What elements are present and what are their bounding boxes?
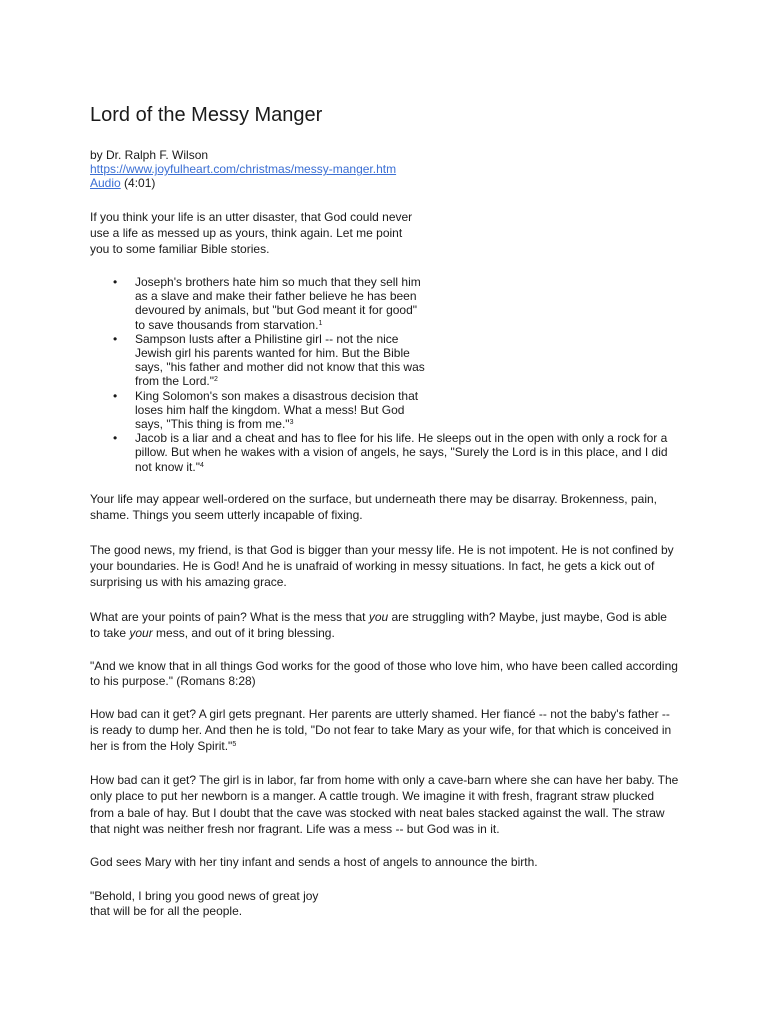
angels-paragraph: God sees Mary with her tiny infant and sends a host of angels to announce the birth. <box>90 855 538 869</box>
good-news-paragraph: The good news, my friend, is that God is bigger than your messy life. He is not impotent. He is not confined by your boundaries. He is God! And he is unafraid of working in messy situations. In fact, he gets a kick out of surprising us with his amazing grace. <box>90 543 674 589</box>
footnote-ref[interactable]: 5 <box>232 741 237 748</box>
labor-paragraph: How bad can it get? The girl is in labor, far from home with only a cave-barn where she can have her baby. The only place to put her newborn is a manger. A cattle trough. We imagine it with fresh, fragrant straw plucked from a bale of hay. But I doubt that the cave was stocked with neat bales stacked against the wall. The straw that night was neither fresh nor fragrant. Life was a mess -- but God was in it. <box>90 773 679 837</box>
surface-paragraph: Your life may appear well-ordered on the surface, but underneath there may be disarray. Brokenness, pain, shame. Things you seem utterly incapable of fixing. <box>90 492 657 522</box>
footnote-ref[interactable]: 4 <box>199 461 204 469</box>
footnote-ref[interactable]: 1 <box>318 319 323 327</box>
intro-paragraph: If you think your life is an utter disaster, that God could never use a life as messed up as yours, think again. Let me point you to some familiar Bible stories. <box>90 210 413 256</box>
behold-quote-line-1: "Behold, I bring you good news of great joy <box>90 889 319 903</box>
bible-stories-list <box>90 275 680 474</box>
audio-length: (4:01) <box>124 176 156 191</box>
list-item: • Jacob is a liar and a cheat and has to flee for his life. He sleeps out in the open with only a rock for a pillow. But when he wakes with a vision of angels, he says, "Surely the Lord is in this place, and I did not know it."$^4$ <box>90 431 670 474</box>
pregnant-paragraph: How bad can it get? A girl gets pregnant. Her parents are utterly shamed. Her fiancé -- not the baby's father -- is ready to dump her. And then he is told, "Do not fear to take Mary as your wife, for that which is conceived in her is from the Holy Spirit."$^5$ <box>90 707 672 753</box>
list-item: • King Solomon's son makes a disastrous decision that loses him half the kingdom. What a mess! But God says, "This thing is from me."$^3$ <box>90 389 435 432</box>
audio-link[interactable]: Audio <box>90 176 121 191</box>
article-url-link[interactable]: https://www.joyfulheart.com/christmas/messy-manger.htm <box>90 162 397 177</box>
behold-quote <box>90 889 680 918</box>
list-item: • Joseph's brothers hate him so much that they sell him as a slave and make their father believe he has been devoured by animals, but "but God meant it for good" to save thousands from starvation.$^1$ <box>90 275 425 332</box>
footnote-ref[interactable]: 3 <box>289 419 294 427</box>
byline-block <box>90 148 680 191</box>
audio-line <box>90 176 680 190</box>
author-line: by Dr. Ralph F. Wilson <box>90 148 209 162</box>
document-title: Lord of the Messy Manger <box>90 104 323 126</box>
romans-quote: "And we know that in all things God works for the good of those who love him, who have been called according to his purpose." (Romans 8:28) <box>90 659 678 688</box>
behold-quote-line-2: that will be for all the people. <box>90 903 243 918</box>
footnote-ref[interactable]: 2 <box>213 376 218 384</box>
pain-paragraph: What are your points of pain? What is the mess that you are struggling with? Maybe, just maybe, God is able to take your mess, and out of it bring blessing. <box>90 610 667 640</box>
list-item: • Sampson lusts after a Philistine girl -- not the nice Jewish girl his parents wanted for him. But the Bible says, "his father and mother did not know that this was from the Lord."$^2$ <box>90 332 425 389</box>
